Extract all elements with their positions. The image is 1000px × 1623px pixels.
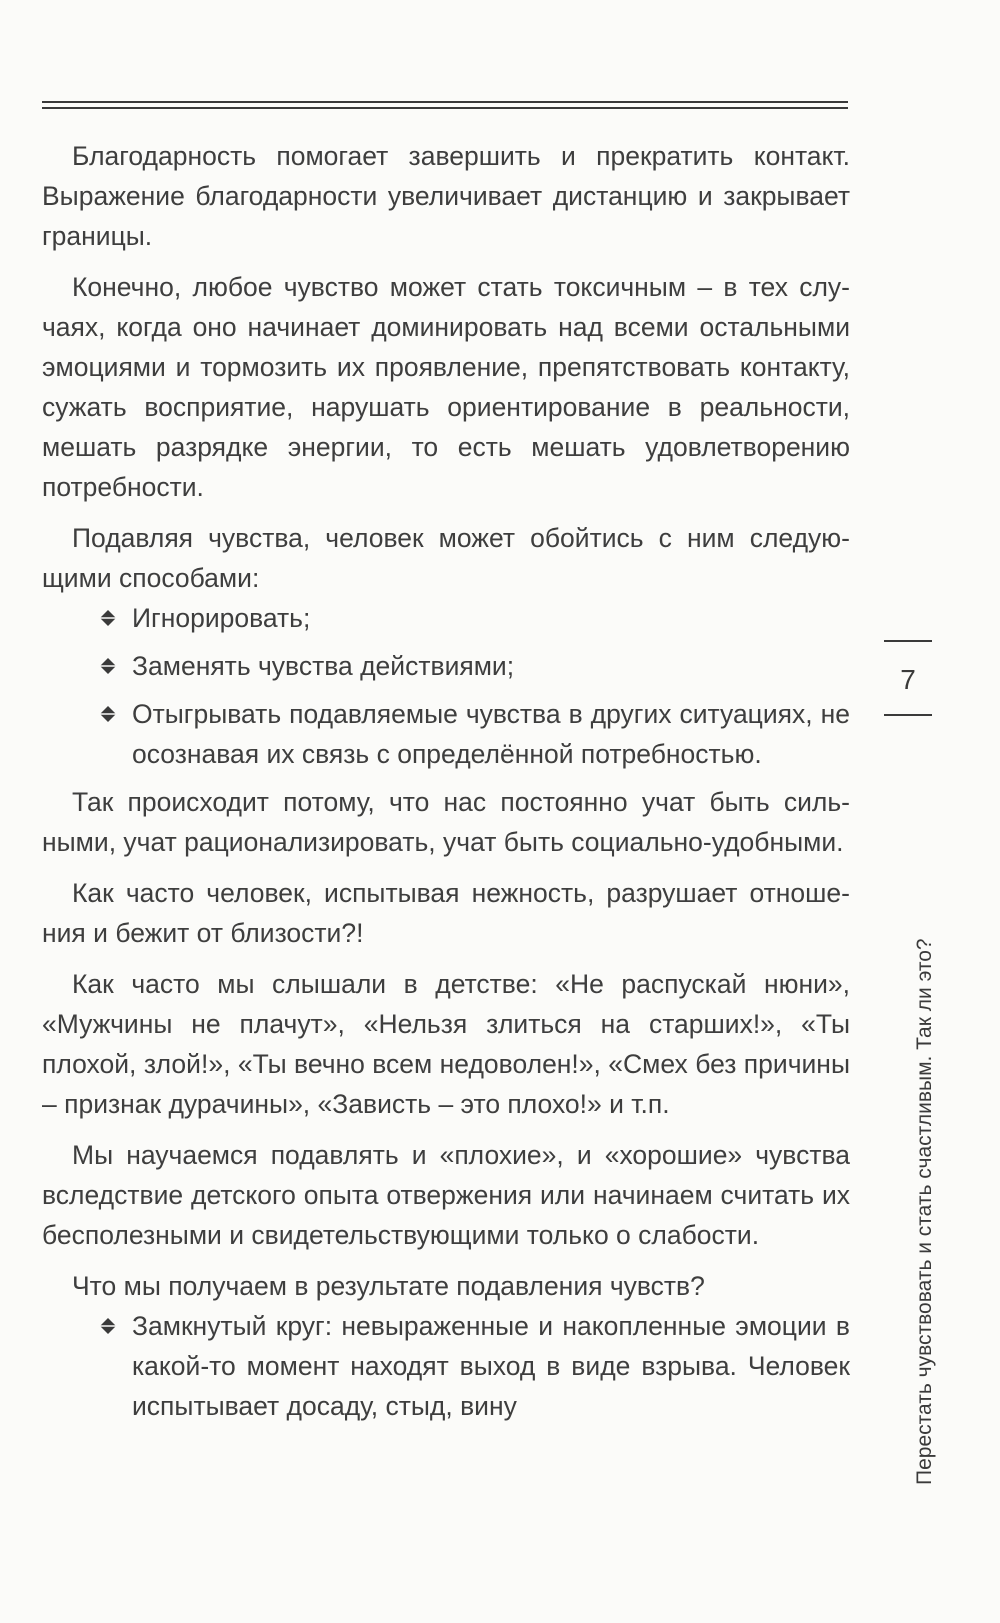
paragraph: Конечно, любое чувство может стать токсичным – в тех случаях, когда оно начинает доминировать над всеми остальными эмоциями и тормозить их проявление, препятствовать контакту, сужать восприятие, нарушать ориентирование в реальности, мешать разрядке энергии, то есть мешать удовлетворению потребности. — [42, 272, 850, 502]
list-item-text: Игнорировать; — [132, 603, 311, 633]
page-body — [42, 136, 850, 1434]
paragraph: Что мы получаем в результате подавления чувств? — [72, 1271, 705, 1301]
diamond-bullet-icon — [100, 1318, 116, 1334]
bullet-list — [42, 1306, 850, 1426]
paragraph: Как часто человек, испытывая нежность, разрушает отношения и бежит от близости?! — [42, 878, 850, 948]
paragraph: Мы научаемся подавлять и «плохие», и «хорошие» чувства вследствие детского опыта отвержения или начинаем считать их бесполезными и свидетельствующими только о слабости. — [42, 1140, 850, 1250]
list-item-text: Заменять чувства действиями; — [132, 651, 515, 681]
page-number-rule-bottom — [884, 714, 932, 716]
list-item — [42, 1306, 850, 1426]
running-head: Перестать чувствовать и стать счастливым. Так ли это? — [913, 938, 936, 1485]
diamond-bullet-icon — [100, 610, 116, 626]
list-item-text: Замкнутый круг: невыраженные и накопленные эмоции в какой-то момент находят выход в виде взрыва. Человек испытывает досаду, стыд, вину — [132, 1311, 850, 1421]
list-item-text: Отыгрывать подавляемые чувства в других ситуациях, не осознавая их связь с определённой потребностью. — [132, 699, 850, 769]
paragraph: Как часто мы слышали в детстве: «Не распускай нюни», «Мужчины не плачут», «Нельзя злиться на старших!», «Ты плохой, злой!», «Ты вечно всем недоволен!», «Смех без причины – признак дурачины», «Зависть – это плохо!» и т.п. — [42, 969, 850, 1119]
header-rule-bottom — [42, 107, 848, 109]
page-number-rule-top — [884, 640, 932, 642]
paragraph: Так происходит потому, что нас постоянно учат быть сильными, учат рационализировать, учат быть социально-удобными. — [42, 787, 850, 857]
diamond-bullet-icon — [100, 706, 116, 722]
list-item — [42, 598, 850, 638]
page-number: 7 — [900, 664, 916, 695]
paragraph: Благодарность помогает завершить и прекратить контакт. Выражение благодарности увеличивает дистанцию и закрывает границы. — [42, 141, 850, 251]
paragraph: Подавляя чувства, человек может обойтись с ним следующими способами: — [42, 523, 850, 593]
list-item — [42, 646, 850, 686]
diamond-bullet-icon — [100, 658, 116, 674]
bullet-list — [42, 598, 850, 774]
header-rule-top — [42, 101, 848, 103]
list-item — [42, 694, 850, 774]
